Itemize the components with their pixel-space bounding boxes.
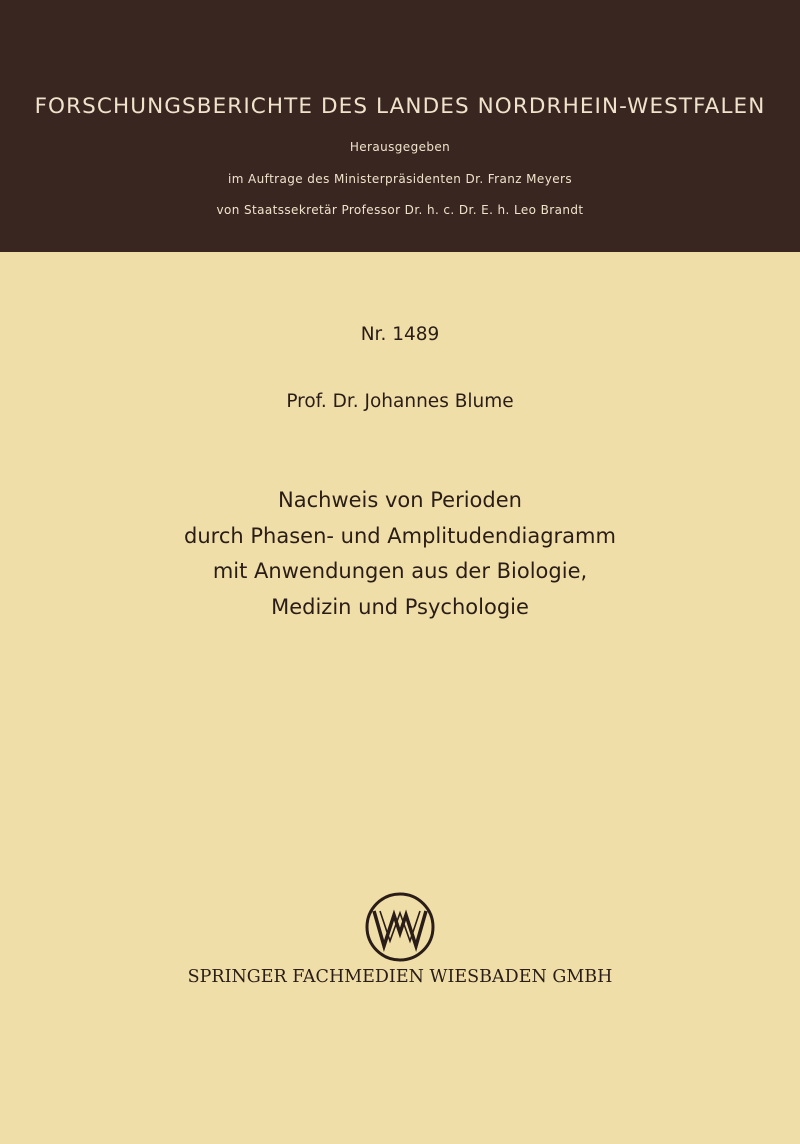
book-title-line-3: mit Anwendungen aus der Biologie, (212, 559, 588, 583)
springer-vs-logo-icon (364, 891, 436, 963)
series-title: FORSCHUNGSBERICHTE DES LANDES NORDRHEIN-WESTFALEN (34, 94, 766, 119)
editor-line-ministerpraesident: im Auftrage des Ministerpräsidenten Dr. Franz Meyers (228, 172, 572, 186)
issue-number: Nr. 1489 (360, 324, 440, 345)
book-title-line-2: durch Phasen- und Amplitudendiagramm (184, 523, 616, 548)
series-header-band (0, 0, 800, 252)
book-title (0, 483, 800, 625)
book-title-line-1: Nachweis von Perioden (278, 488, 522, 512)
author-name: Prof. Dr. Johannes Blume (286, 391, 514, 412)
editor-line-herausgegeben: Herausgegeben (349, 140, 451, 154)
publisher-name: SPRINGER FACHMEDIEN WIESBADEN GMBH (187, 967, 613, 987)
editor-line-staatssekretaer: von Staatssekretär Professor Dr. h. c. Dr. E. h. Leo Brandt (216, 203, 584, 217)
book-title-line-4: Medizin und Psychologie (271, 594, 529, 619)
